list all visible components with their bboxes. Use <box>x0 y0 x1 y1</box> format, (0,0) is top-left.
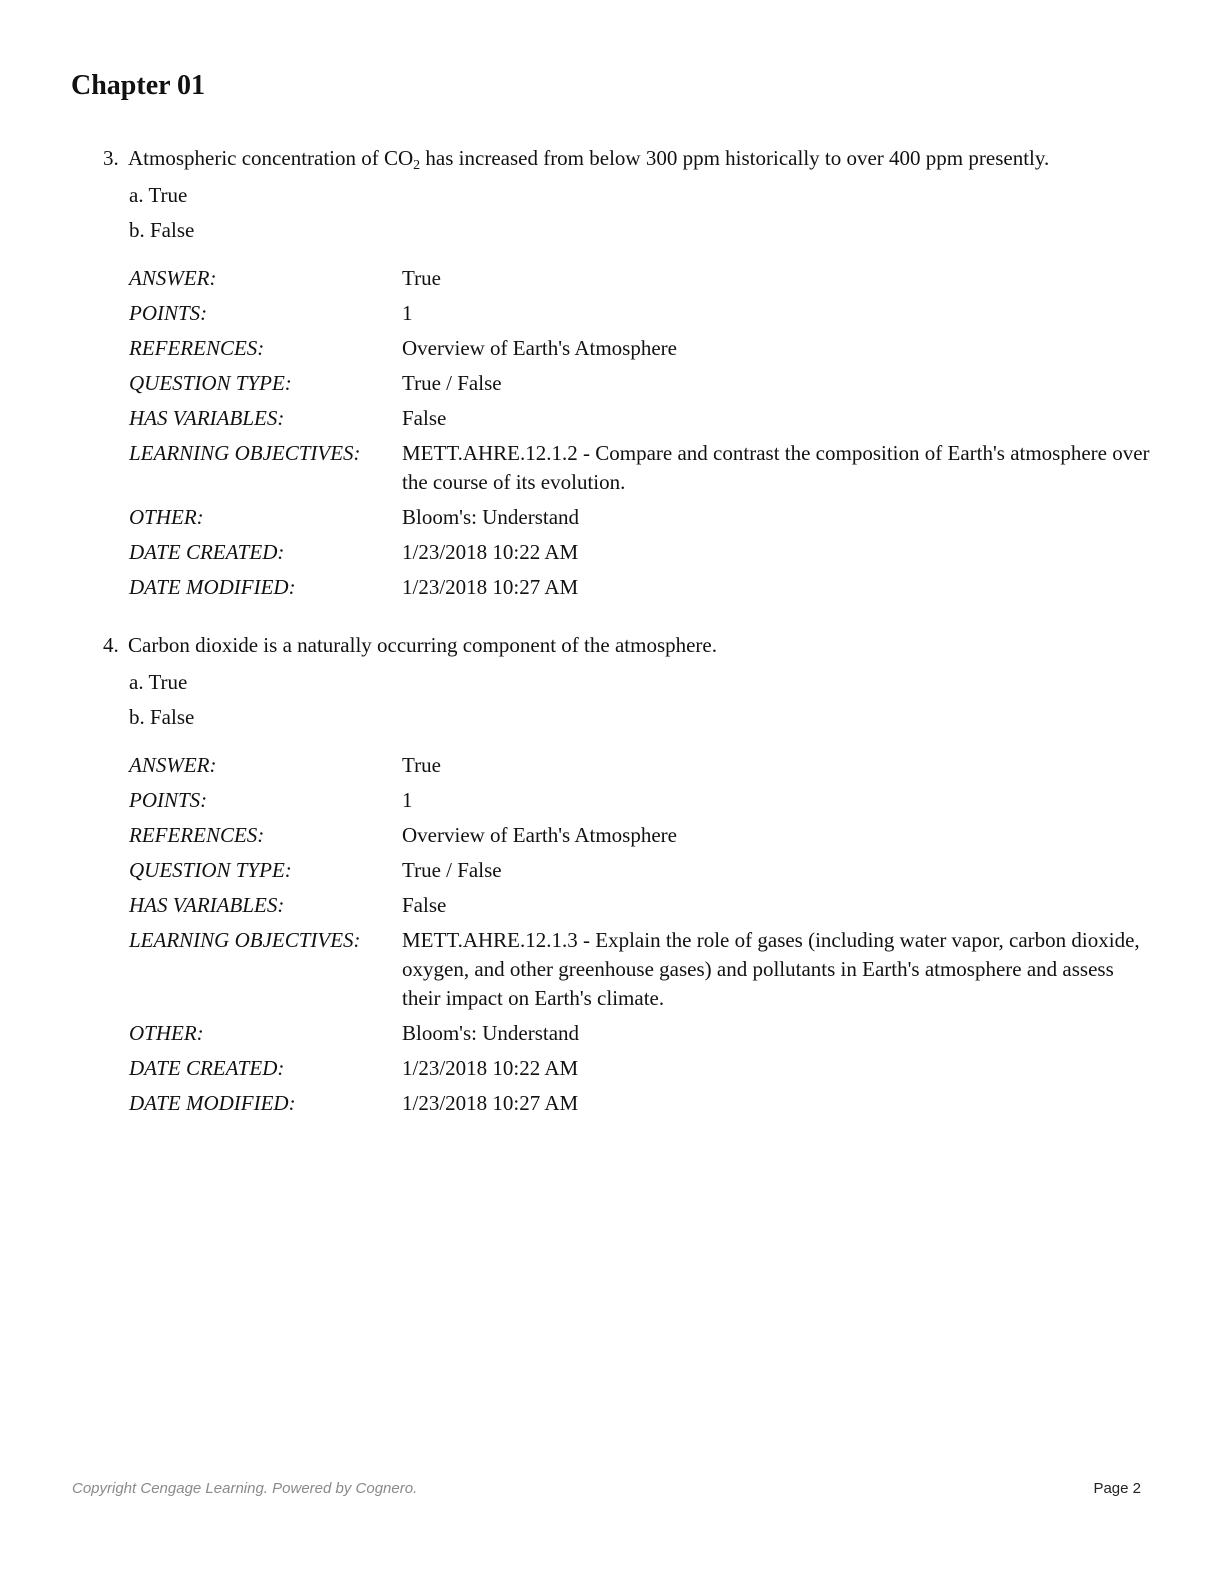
answer-label: ANSWER: <box>129 753 217 777</box>
question-number: 4. <box>103 633 119 657</box>
question-metadata <box>129 262 1152 606</box>
references-label: REFERENCES: <box>129 336 265 360</box>
date-created-label: DATE CREATED: <box>129 540 285 564</box>
question-metadata <box>129 749 1152 1122</box>
points-label: POINTS: <box>129 301 208 325</box>
answer-value: True <box>402 753 441 777</box>
other-value: Bloom's: Understand <box>402 505 580 529</box>
meta-row-has-variables <box>129 402 1152 437</box>
question-stem <box>103 630 1163 660</box>
date-created-value: 1/23/2018 10:22 AM <box>402 540 579 564</box>
meta-row-references <box>129 819 1152 854</box>
meta-row-has-variables <box>129 889 1152 924</box>
meta-row-learning-objectives <box>129 924 1152 1017</box>
option-a: a. True <box>129 183 188 207</box>
question-type-value: True / False <box>402 858 502 882</box>
question-number: 3. <box>103 146 119 170</box>
meta-row-question-type <box>129 367 1152 402</box>
references-value: Overview of Earth's Atmosphere <box>402 336 677 360</box>
date-modified-label: DATE MODIFIED: <box>129 575 296 599</box>
has-variables-value: False <box>402 893 447 917</box>
answer-options <box>129 178 1163 248</box>
meta-row-points <box>129 297 1152 332</box>
meta-row-date-created <box>129 1052 1152 1087</box>
answer-options <box>129 665 1163 735</box>
other-label: OTHER: <box>129 1021 204 1045</box>
meta-row-other <box>129 1017 1152 1052</box>
has-variables-label: HAS VARIABLES: <box>129 893 285 917</box>
page-number: Page 2 <box>1093 1480 1141 1497</box>
question-text-end: has increased from below 300 ppm historically to over 400 ppm presently. <box>420 146 1050 170</box>
answer-value: True <box>402 266 441 290</box>
question-3 <box>103 143 1163 606</box>
question-type-label: QUESTION TYPE: <box>129 858 292 882</box>
chapter-title: Chapter 01 <box>71 70 206 101</box>
footer-copyright: Copyright Cengage Learning. Powered by Cognero. <box>72 1480 418 1497</box>
option-a: a. True <box>129 670 188 694</box>
meta-row-answer <box>129 749 1152 784</box>
has-variables-label: HAS VARIABLES: <box>129 406 285 430</box>
meta-row-learning-objectives <box>129 437 1152 501</box>
meta-row-references <box>129 332 1152 367</box>
answer-label: ANSWER: <box>129 266 217 290</box>
subscript: 2 <box>413 158 421 173</box>
question-type-label: QUESTION TYPE: <box>129 371 292 395</box>
meta-row-date-modified <box>129 571 1152 606</box>
other-value: Bloom's: Understand <box>402 1021 580 1045</box>
date-created-value: 1/23/2018 10:22 AM <box>402 1056 579 1080</box>
meta-row-answer <box>129 262 1152 297</box>
question-stem <box>103 143 1163 173</box>
points-value: 1 <box>402 788 413 812</box>
meta-row-question-type <box>129 854 1152 889</box>
has-variables-value: False <box>402 406 447 430</box>
references-value: Overview of Earth's Atmosphere <box>402 823 677 847</box>
question-4 <box>103 630 1163 1122</box>
date-modified-value: 1/23/2018 10:27 AM <box>402 575 579 599</box>
option-b: b. False <box>129 218 195 242</box>
question-text-start: Atmospheric concentration of CO <box>128 146 414 170</box>
meta-row-date-modified <box>129 1087 1152 1122</box>
question-text: Carbon dioxide is a naturally occurring component of the atmosphere. <box>128 633 717 657</box>
option-b: b. False <box>129 705 195 729</box>
learning-objectives-label: LEARNING OBJECTIVES: <box>129 928 361 952</box>
meta-row-other <box>129 501 1152 536</box>
meta-row-date-created <box>129 536 1152 571</box>
date-modified-value: 1/23/2018 10:27 AM <box>402 1091 579 1115</box>
learning-objectives-value: METT.AHRE.12.1.2 - Compare and contrast the composition of Earth's atmosphere over the course of its evolution. <box>402 441 1150 494</box>
question-type-value: True / False <box>402 371 502 395</box>
learning-objectives-label: LEARNING OBJECTIVES: <box>129 441 361 465</box>
other-label: OTHER: <box>129 505 204 529</box>
date-created-label: DATE CREATED: <box>129 1056 285 1080</box>
meta-row-points <box>129 784 1152 819</box>
points-value: 1 <box>402 301 413 325</box>
learning-objectives-value: METT.AHRE.12.1.3 - Explain the role of gases (including water vapor, carbon dioxide, oxygen, and other greenhouse gases) and pollutants in Earth's atmosphere and assess their impact on Earth's climate. <box>402 928 1140 1010</box>
date-modified-label: DATE MODIFIED: <box>129 1091 296 1115</box>
references-label: REFERENCES: <box>129 823 265 847</box>
points-label: POINTS: <box>129 788 208 812</box>
